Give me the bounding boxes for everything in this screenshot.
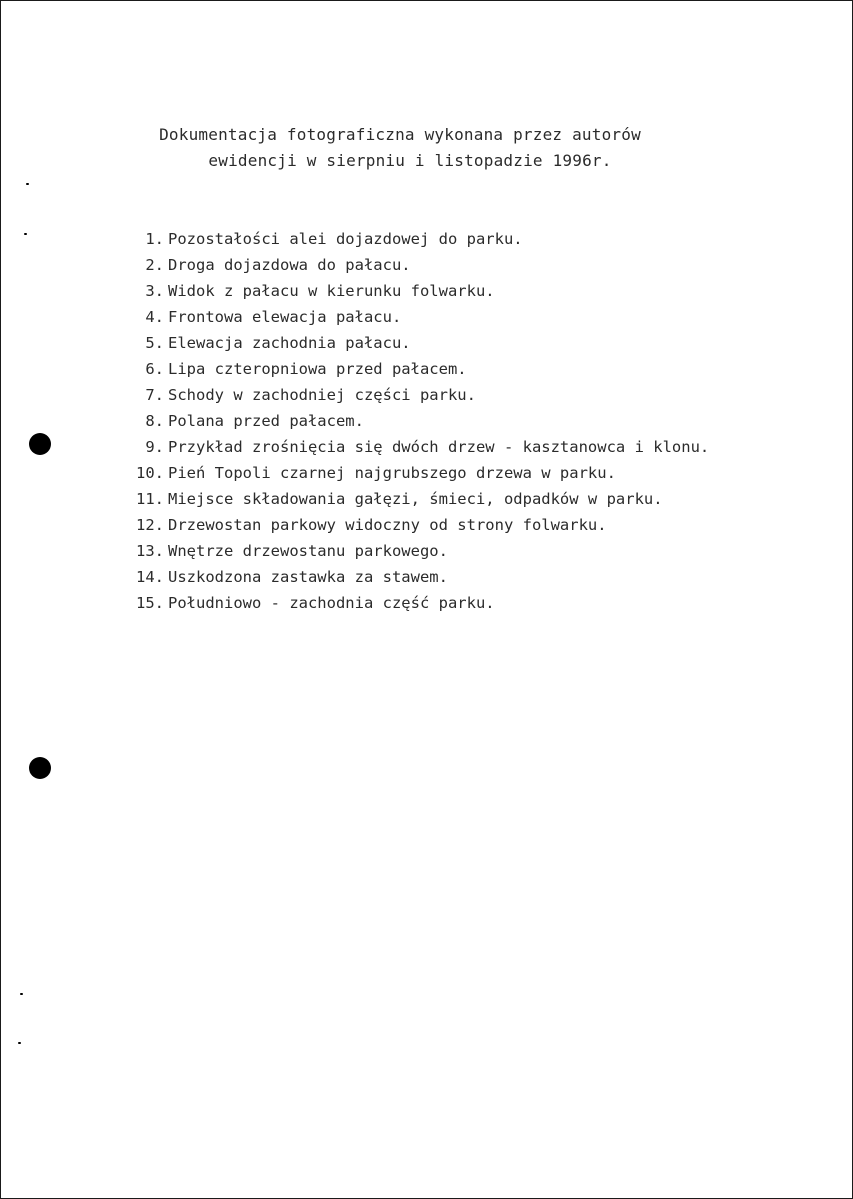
- speck: [18, 1042, 21, 1044]
- punch-hole-top: [29, 433, 51, 455]
- item-text: Frontowa elewacja pałacu.: [168, 308, 402, 326]
- item-number: 12.: [136, 516, 164, 534]
- item-number: 6.: [145, 360, 164, 378]
- item-number: 3.: [145, 282, 164, 300]
- heading-line-1: Dokumentacja fotograficzna wykonana przez autorów: [159, 125, 641, 144]
- list-item: [120, 564, 709, 590]
- item-number: 15.: [136, 594, 164, 612]
- item-number: 11.: [136, 490, 164, 508]
- list-item: [120, 408, 709, 434]
- item-text: Widok z pałacu w kierunku folwarku.: [168, 282, 495, 300]
- list-item: [120, 590, 709, 616]
- item-text: Uszkodzona zastawka za stawem.: [168, 568, 448, 586]
- list-item: [120, 382, 709, 408]
- item-number: 5.: [145, 334, 164, 352]
- photo-list: [120, 226, 709, 616]
- document-heading: [0, 122, 800, 174]
- item-number: 7.: [145, 386, 164, 404]
- list-item: [120, 512, 709, 538]
- list-item: [120, 460, 709, 486]
- item-text: Droga dojazdowa do pałacu.: [168, 256, 411, 274]
- item-number: 8.: [145, 412, 164, 430]
- item-text: Pozostałości alei dojazdowej do parku.: [168, 230, 523, 248]
- list-item: [120, 304, 709, 330]
- item-number: 10.: [136, 464, 164, 482]
- item-number: 13.: [136, 542, 164, 560]
- list-item: [120, 330, 709, 356]
- item-text: Pień Topoli czarnej najgrubszego drzewa w parku.: [168, 464, 616, 482]
- item-text: Lipa czteropniowa przed pałacem.: [168, 360, 467, 378]
- item-text: Miejsce składowania gałęzi, śmieci, odpadków w parku.: [168, 490, 663, 508]
- list-item: [120, 226, 709, 252]
- item-number: 14.: [136, 568, 164, 586]
- item-text: Polana przed pałacem.: [168, 412, 364, 430]
- item-number: 9.: [145, 438, 164, 456]
- item-number: 2.: [145, 256, 164, 274]
- item-text: Południowo - zachodnia część parku.: [168, 594, 495, 612]
- item-number: 1.: [145, 230, 164, 248]
- item-number: 4.: [145, 308, 164, 326]
- list-item: [120, 486, 709, 512]
- heading-line-2: ewidencji w sierpniu i listopadzie 1996r.: [208, 151, 612, 170]
- item-text: Wnętrze drzewostanu parkowego.: [168, 542, 448, 560]
- list-item: [120, 356, 709, 382]
- list-item: [120, 252, 709, 278]
- item-text: Przykład zrośnięcia się dwóch drzew - kasztanowca i klonu.: [168, 438, 710, 456]
- list-item: [120, 278, 709, 304]
- list-item: [120, 538, 709, 564]
- speck: [24, 233, 27, 235]
- speck: [20, 993, 23, 995]
- list-item: [120, 434, 709, 460]
- item-text: Drzewostan parkowy widoczny od strony folwarku.: [168, 516, 607, 534]
- item-text: Elewacja zachodnia pałacu.: [168, 334, 411, 352]
- punch-hole-bottom: [29, 757, 51, 779]
- item-text: Schody w zachodniej części parku.: [168, 386, 476, 404]
- speck: [26, 183, 29, 185]
